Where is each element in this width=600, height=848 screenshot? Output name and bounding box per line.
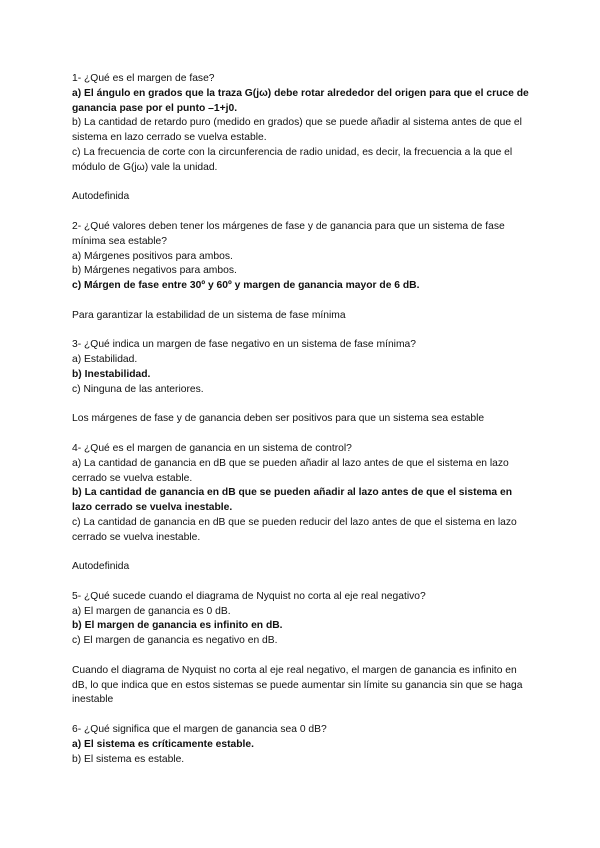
- question-4-option-c: c) La cantidad de ganancia en dB que se pueden reducir del lazo antes de que el sistema en lazo cerrado se vuelva inestable.: [72, 516, 517, 543]
- question-5-option-a: a) El margen de ganancia es 0 dB.: [72, 605, 231, 617]
- document-body: [72, 72, 532, 767]
- question-1-option-b: b) La cantidad de retardo puro (medido en grados) que se puede añadir al sistema antes de que el sistema en lazo cerrado se vuelva estable.: [72, 117, 522, 144]
- question-3-option-c: c) Ninguna de las anteriores.: [72, 383, 204, 395]
- question-3-text: 3- ¿Qué indica un margen de fase negativo en un sistema de fase mínima?: [72, 339, 416, 351]
- question-4-text: 4- ¿Qué es el margen de ganancia en un sistema de control?: [72, 442, 352, 454]
- question-1-text: 1- ¿Qué es el margen de fase?: [72, 73, 215, 84]
- question-4-option-a: a) La cantidad de ganancia en dB que se pueden añadir al lazo antes de que el sistema en lazo cerrado se vuelva estable.: [72, 457, 509, 484]
- question-6-option-a: a) El sistema es críticamente estable.: [72, 738, 255, 750]
- question-1-option-c: c) La frecuencia de corte con la circunferencia de radio unidad, es decir, la frecuencia a la que el módulo de G(jω) vale la unidad.: [72, 146, 513, 173]
- question-3-option-a: a) Estabilidad.: [72, 354, 138, 366]
- question-3-option-b: b) Inestabilidad.: [72, 368, 151, 380]
- question-6-text: 6- ¿Qué significa que el margen de ganancia sea 0 dB?: [72, 724, 327, 736]
- question-2-option-b: b) Márgenes negativos para ambos.: [72, 265, 237, 277]
- question-5-option-c: c) El margen de ganancia es negativo en dB.: [72, 635, 278, 647]
- question-2-option-a: a) Márgenes positivos para ambos.: [72, 250, 233, 262]
- question-2-text: 2- ¿Qué valores deben tener los márgenes de fase y de ganancia para que un sistema de fase mínima sea estable?: [72, 220, 505, 247]
- question-1-explanation: Autodefinida: [72, 191, 130, 203]
- question-1-option-a: a) El ángulo en grados que la traza G(jω) debe rotar alrededor del origen para que el cruce de ganancia pase por el punto –1+j0.: [72, 87, 529, 114]
- question-5-text: 5- ¿Qué sucede cuando el diagrama de Nyquist no corta al eje real negativo?: [72, 590, 426, 602]
- question-5-option-b: b) El margen de ganancia es infinito en dB.: [72, 620, 283, 632]
- question-4-explanation: Autodefinida: [72, 561, 130, 573]
- question-2-explanation: Para garantizar la estabilidad de un sistema de fase mínima: [72, 309, 346, 321]
- question-2-option-c: c) Márgen de fase entre 30º y 60º y margen de ganancia mayor de 6 dB.: [72, 280, 420, 292]
- question-5-explanation: Cuando el diagrama de Nyquist no corta al eje real negativo, el margen de ganancia es infinito en dB, lo que indica que en estos sistemas se puede aumentar sin límite su ganancia sin que se haga inestable: [72, 664, 523, 706]
- question-6-option-b: b) El sistema es estable.: [72, 753, 185, 765]
- question-3-explanation: Los márgenes de fase y de ganancia deben ser positivos para que un sistema sea estable: [72, 413, 485, 425]
- question-4-option-b: b) La cantidad de ganancia en dB que se pueden añadir al lazo antes de que el sistema en lazo cerrado se vuelva inestable.: [72, 487, 513, 514]
